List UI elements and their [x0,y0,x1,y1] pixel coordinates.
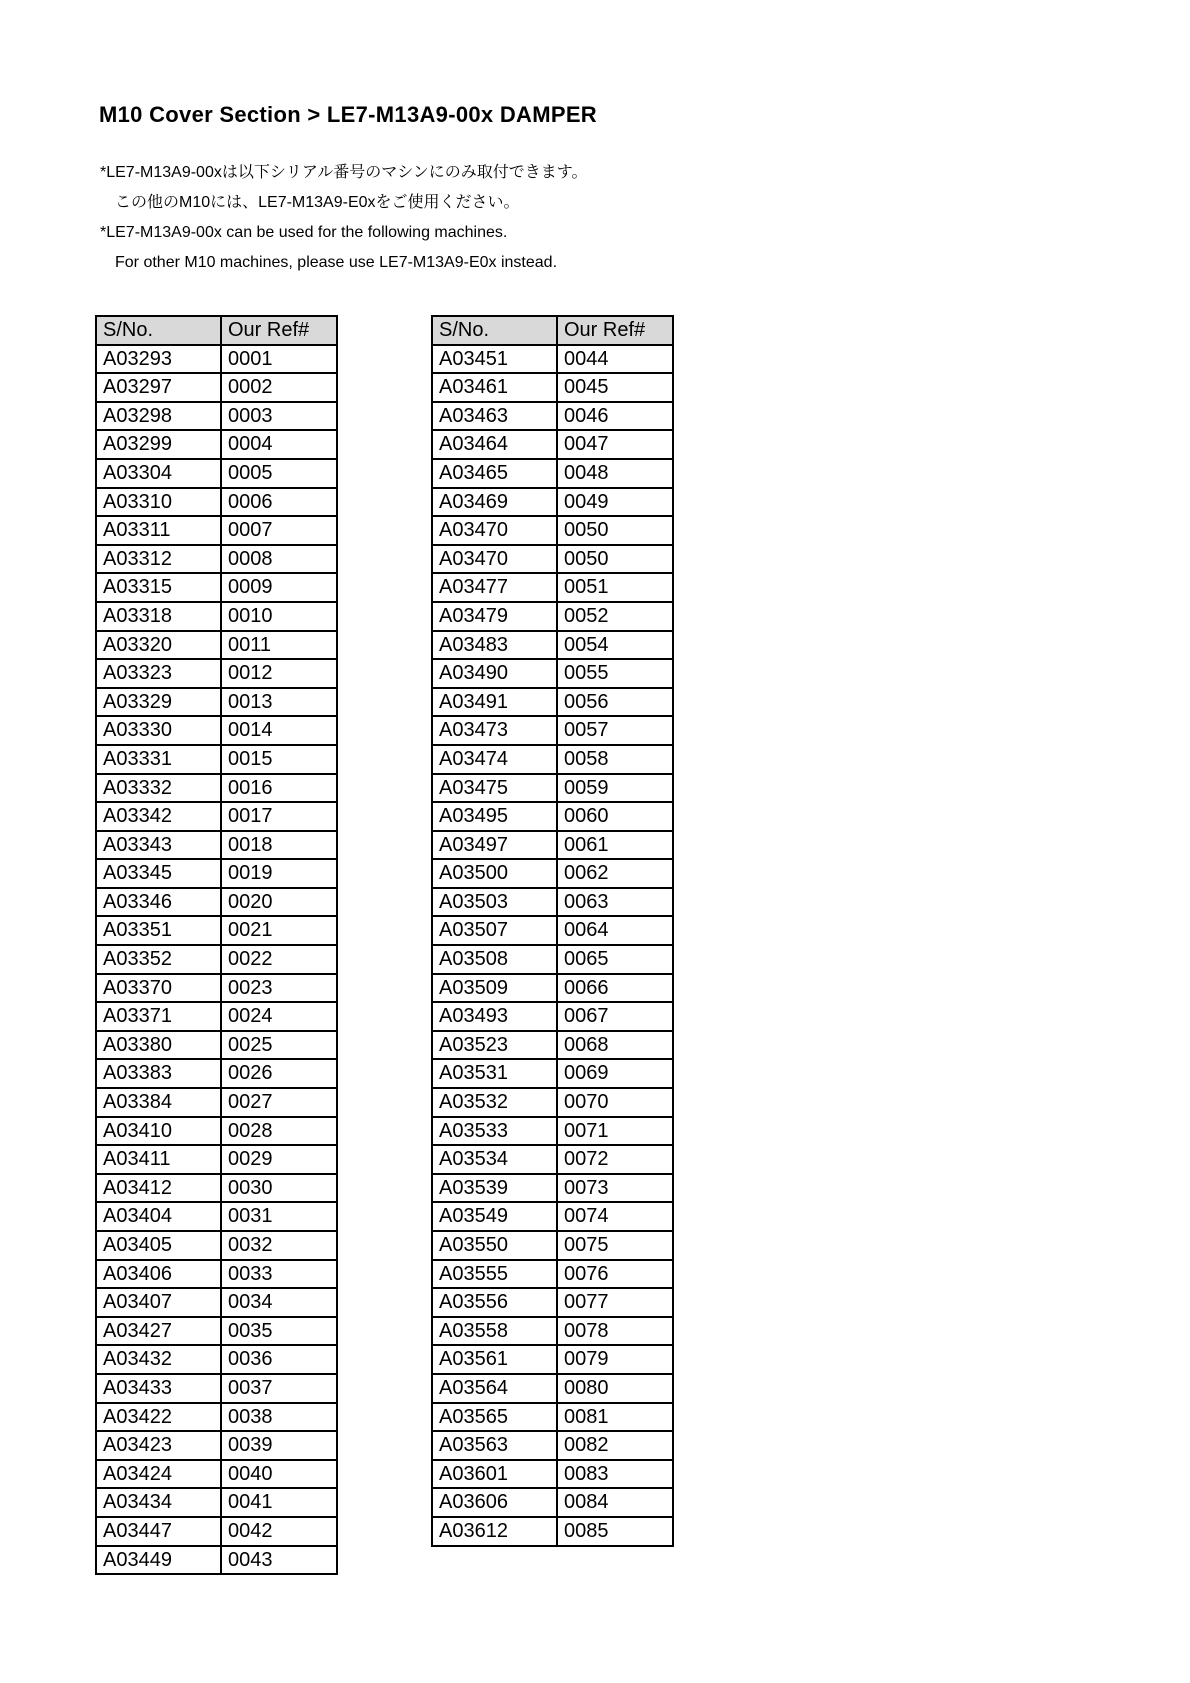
table-row [432,631,673,660]
sno-cell: A03343 [96,831,221,860]
table-row [96,659,337,688]
ref-cell: 0038 [221,1403,337,1432]
ref-cell: 0057 [557,716,673,745]
sno-cell: A03424 [96,1460,221,1489]
ref-cell: 0076 [557,1260,673,1289]
ref-cell: 0031 [221,1202,337,1231]
ref-cell: 0069 [557,1059,673,1088]
ref-cell: 0036 [221,1345,337,1374]
sno-cell: A03509 [432,974,557,1003]
ref-cell: 0018 [221,831,337,860]
table-row [96,1231,337,1260]
table-row [432,945,673,974]
table-row [432,516,673,545]
table-row [96,1488,337,1517]
sno-cell: A03564 [432,1374,557,1403]
ref-cell: 0050 [557,516,673,545]
sno-cell: A03606 [432,1488,557,1517]
ref-cell: 0044 [557,345,673,374]
table-row [432,1260,673,1289]
sno-cell: A03433 [96,1374,221,1403]
ref-cell: 0019 [221,859,337,888]
ref-cell: 0085 [557,1517,673,1546]
sno-cell: A03470 [432,545,557,574]
table-row [432,974,673,1003]
ref-cell: 0003 [221,402,337,431]
table-row [432,888,673,917]
table-row [432,1088,673,1117]
table-row [432,1374,673,1403]
sno-cell: A03531 [432,1059,557,1088]
ref-column-header: Our Ref# [221,316,337,345]
table-row [96,1059,337,1088]
ref-cell: 0008 [221,545,337,574]
sno-cell: A03490 [432,659,557,688]
sno-cell: A03612 [432,1517,557,1546]
note-line: この他のM10には、LE7-M13A9-E0xをご使用ください。 [115,194,520,211]
table-row [96,1431,337,1460]
table-row [96,1117,337,1146]
sno-cell: A03342 [96,802,221,831]
table-row [96,859,337,888]
ref-cell: 0074 [557,1202,673,1231]
table-row [432,916,673,945]
sno-cell: A03507 [432,916,557,945]
sno-cell: A03407 [96,1288,221,1317]
sno-cell: A03473 [432,716,557,745]
table-row [432,1431,673,1460]
sno-cell: A03432 [96,1345,221,1374]
table-row [96,373,337,402]
sno-cell: A03451 [432,345,557,374]
table-row [96,745,337,774]
sno-cell: A03352 [96,945,221,974]
table-row [96,402,337,431]
ref-cell: 0011 [221,631,337,660]
table-row [432,859,673,888]
table-row [432,1002,673,1031]
sno-cell: A03299 [96,430,221,459]
ref-cell: 0043 [221,1546,337,1575]
table-row [432,1031,673,1060]
sno-cell: A03470 [432,516,557,545]
ref-cell: 0081 [557,1403,673,1432]
ref-cell: 0034 [221,1288,337,1317]
sno-cell: A03500 [432,859,557,888]
ref-cell: 0040 [221,1460,337,1489]
sno-cell: A03558 [432,1317,557,1346]
table-row [432,1517,673,1546]
ref-cell: 0055 [557,659,673,688]
ref-cell: 0075 [557,1231,673,1260]
ref-cell: 0007 [221,516,337,545]
table-row [432,1403,673,1432]
sno-cell: A03465 [432,459,557,488]
sno-cell: A03412 [96,1174,221,1203]
table-row [432,1174,673,1203]
ref-cell: 0061 [557,831,673,860]
sno-cell: A03550 [432,1231,557,1260]
ref-cell: 0035 [221,1317,337,1346]
sno-cell: A03561 [432,1345,557,1374]
sno-cell: A03479 [432,602,557,631]
sno-cell: A03532 [432,1088,557,1117]
sno-cell: A03539 [432,1174,557,1203]
sno-column-header: S/No. [432,316,557,345]
ref-cell: 0028 [221,1117,337,1146]
table-row [96,345,337,374]
table-row [432,1202,673,1231]
sno-cell: A03406 [96,1260,221,1289]
table-row [432,430,673,459]
sno-cell: A03405 [96,1231,221,1260]
table-row [96,1403,337,1432]
ref-cell: 0027 [221,1088,337,1117]
table-row [432,659,673,688]
sno-cell: A03345 [96,859,221,888]
table-row [96,1002,337,1031]
ref-cell: 0084 [557,1488,673,1517]
ref-cell: 0054 [557,631,673,660]
table-row [96,1546,337,1575]
ref-cell: 0056 [557,688,673,717]
ref-cell: 0042 [221,1517,337,1546]
ref-cell: 0077 [557,1288,673,1317]
sno-cell: A03503 [432,888,557,917]
sno-cell: A03474 [432,745,557,774]
ref-cell: 0013 [221,688,337,717]
table-row [96,1345,337,1374]
table-row [96,774,337,803]
sno-cell: A03475 [432,774,557,803]
sno-cell: A03320 [96,631,221,660]
ref-cell: 0010 [221,602,337,631]
ref-cell: 0014 [221,716,337,745]
sno-cell: A03565 [432,1403,557,1432]
table-row [432,345,673,374]
table-row [96,1374,337,1403]
table-row [432,1117,673,1146]
table-row [96,1260,337,1289]
sno-cell: A03312 [96,545,221,574]
sno-cell: A03332 [96,774,221,803]
sno-cell: A03298 [96,402,221,431]
ref-cell: 0045 [557,373,673,402]
ref-cell: 0060 [557,802,673,831]
ref-cell: 0065 [557,945,673,974]
table-row [432,745,673,774]
sno-cell: A03331 [96,745,221,774]
sno-cell: A03555 [432,1260,557,1289]
table-row [432,1231,673,1260]
sno-cell: A03304 [96,459,221,488]
sno-cell: A03533 [432,1117,557,1146]
table-row [432,688,673,717]
ref-cell: 0016 [221,774,337,803]
ref-cell: 0059 [557,774,673,803]
ref-cell: 0072 [557,1145,673,1174]
sno-cell: A03556 [432,1288,557,1317]
ref-cell: 0041 [221,1488,337,1517]
sno-cell: A03563 [432,1431,557,1460]
table-row [432,459,673,488]
sno-cell: A03534 [432,1145,557,1174]
sno-cell: A03318 [96,602,221,631]
ref-cell: 0068 [557,1031,673,1060]
sno-cell: A03423 [96,1431,221,1460]
table-row [432,1059,673,1088]
ref-cell: 0058 [557,745,673,774]
ref-column-header: Our Ref# [557,316,673,345]
table-row [432,488,673,517]
sno-cell: A03495 [432,802,557,831]
sno-cell: A03508 [432,945,557,974]
ref-cell: 0025 [221,1031,337,1060]
sno-cell: A03549 [432,1202,557,1231]
ref-cell: 0073 [557,1174,673,1203]
ref-cell: 0022 [221,945,337,974]
table-row [96,716,337,745]
sno-cell: A03497 [432,831,557,860]
table-row [96,1031,337,1060]
sno-cell: A03329 [96,688,221,717]
sno-cell: A03464 [432,430,557,459]
table-row [432,1145,673,1174]
ref-cell: 0071 [557,1117,673,1146]
table-row [432,802,673,831]
sno-cell: A03447 [96,1517,221,1546]
sno-cell: A03330 [96,716,221,745]
table-row [432,1288,673,1317]
ref-cell: 0015 [221,745,337,774]
ref-cell: 0012 [221,659,337,688]
ref-cell: 0005 [221,459,337,488]
ref-cell: 0032 [221,1231,337,1260]
sno-cell: A03404 [96,1202,221,1231]
sno-cell: A03315 [96,573,221,602]
page-title: M10 Cover Section > LE7-M13A9-00x DAMPER [99,102,597,127]
header-row [432,316,673,345]
ref-cell: 0017 [221,802,337,831]
table-row [96,802,337,831]
sno-cell: A03461 [432,373,557,402]
sno-cell: A03469 [432,488,557,517]
sno-cell: A03311 [96,516,221,545]
ref-cell: 0009 [221,573,337,602]
table-row [432,831,673,860]
sno-cell: A03380 [96,1031,221,1060]
sno-cell: A03434 [96,1488,221,1517]
serial-table-left [95,315,338,1575]
ref-cell: 0006 [221,488,337,517]
ref-cell: 0063 [557,888,673,917]
table-row [96,488,337,517]
sno-cell: A03493 [432,1002,557,1031]
usage-notes [100,158,588,278]
table-row [96,602,337,631]
ref-cell: 0082 [557,1431,673,1460]
table-row [96,1174,337,1203]
table-row [96,1202,337,1231]
ref-cell: 0083 [557,1460,673,1489]
ref-cell: 0021 [221,916,337,945]
table-row [96,516,337,545]
table-row [96,631,337,660]
sno-cell: A03427 [96,1317,221,1346]
ref-cell: 0062 [557,859,673,888]
sno-cell: A03523 [432,1031,557,1060]
table-row [96,974,337,1003]
table-row [96,1088,337,1117]
ref-cell: 0023 [221,974,337,1003]
table-row [96,459,337,488]
table-row [432,602,673,631]
ref-cell: 0080 [557,1374,673,1403]
table-row [96,1317,337,1346]
table-row [432,1345,673,1374]
sno-cell: A03370 [96,974,221,1003]
serial-number-tables [95,315,674,1575]
sno-cell: A03410 [96,1117,221,1146]
ref-cell: 0001 [221,345,337,374]
ref-cell: 0051 [557,573,673,602]
ref-cell: 0026 [221,1059,337,1088]
sno-cell: A03411 [96,1145,221,1174]
sno-cell: A03323 [96,659,221,688]
sno-cell: A03383 [96,1059,221,1088]
sno-cell: A03491 [432,688,557,717]
ref-cell: 0052 [557,602,673,631]
table-row [96,1460,337,1489]
table-row [96,831,337,860]
header-row [96,316,337,345]
table-row [432,402,673,431]
sno-cell: A03384 [96,1088,221,1117]
note-line: *LE7-M13A9-00x can be used for the following machines. [100,224,508,241]
sno-cell: A03293 [96,345,221,374]
ref-cell: 0066 [557,974,673,1003]
ref-cell: 0046 [557,402,673,431]
sno-cell: A03371 [96,1002,221,1031]
ref-cell: 0047 [557,430,673,459]
sno-cell: A03346 [96,888,221,917]
ref-cell: 0049 [557,488,673,517]
ref-cell: 0064 [557,916,673,945]
sno-cell: A03449 [96,1546,221,1575]
serial-table-right [431,315,674,1547]
ref-cell: 0039 [221,1431,337,1460]
sno-cell: A03477 [432,573,557,602]
ref-cell: 0002 [221,373,337,402]
ref-cell: 0020 [221,888,337,917]
sno-cell: A03297 [96,373,221,402]
ref-cell: 0079 [557,1345,673,1374]
sno-cell: A03310 [96,488,221,517]
sno-cell: A03483 [432,631,557,660]
table-row [432,1317,673,1346]
table-row [432,545,673,574]
sno-cell: A03422 [96,1403,221,1432]
table-row [432,1460,673,1489]
table-row [96,1145,337,1174]
table-row [96,430,337,459]
table-row [96,888,337,917]
table-row [96,688,337,717]
sno-cell: A03351 [96,916,221,945]
ref-cell: 0067 [557,1002,673,1031]
ref-cell: 0033 [221,1260,337,1289]
table-row [432,716,673,745]
sno-column-header: S/No. [96,316,221,345]
ref-cell: 0078 [557,1317,673,1346]
table-row [96,1288,337,1317]
ref-cell: 0037 [221,1374,337,1403]
ref-cell: 0024 [221,1002,337,1031]
table-row [96,916,337,945]
ref-cell: 0030 [221,1174,337,1203]
table-row [96,545,337,574]
sno-cell: A03463 [432,402,557,431]
ref-cell: 0048 [557,459,673,488]
ref-cell: 0004 [221,430,337,459]
note-line: For other M10 machines, please use LE7-M13A9-E0x instead. [115,254,558,271]
ref-cell: 0070 [557,1088,673,1117]
ref-cell: 0029 [221,1145,337,1174]
table-row [96,573,337,602]
table-row [96,1517,337,1546]
table-row [432,774,673,803]
table-row [432,373,673,402]
table-row [432,573,673,602]
ref-cell: 0050 [557,545,673,574]
table-row [96,945,337,974]
table-row [432,1488,673,1517]
sno-cell: A03601 [432,1460,557,1489]
note-line: *LE7-M13A9-00xは以下シリアル番号のマシンにのみ取付できます。 [100,164,588,181]
